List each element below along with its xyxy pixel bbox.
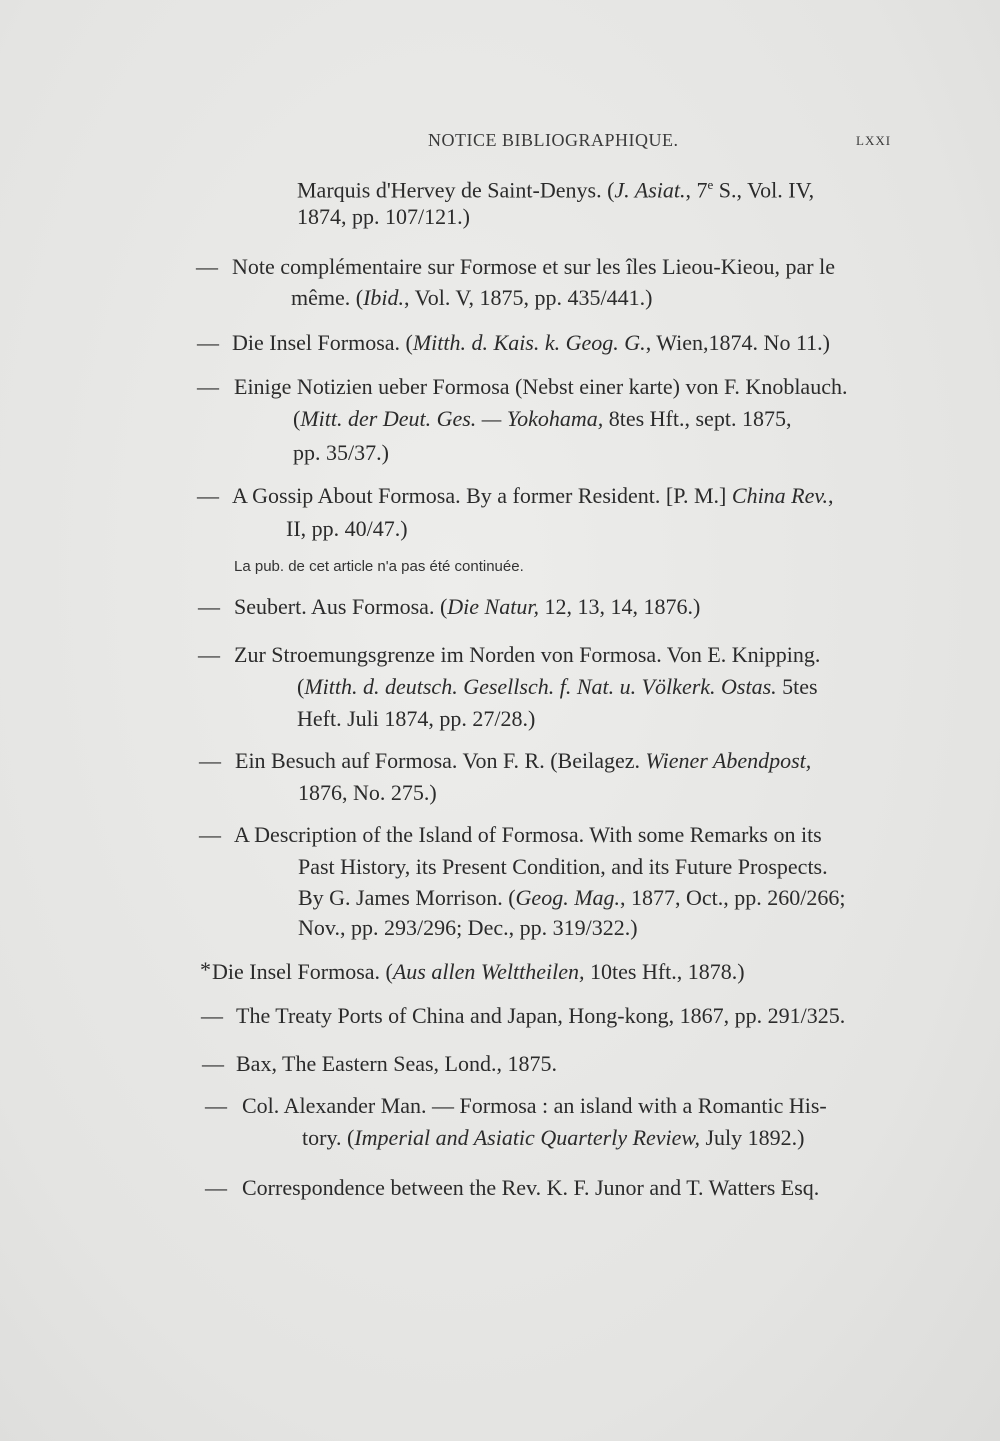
entry-line <box>293 406 791 432</box>
asterisk-marker: * <box>200 957 211 982</box>
entry-line <box>236 1051 557 1077</box>
journal-title: Geog. Mag. <box>515 885 621 910</box>
text-run: ( <box>293 406 301 431</box>
entry-dash: — <box>196 254 218 279</box>
entry-line <box>286 516 408 542</box>
journal-title: Die Natur, <box>447 594 539 619</box>
journal-title: Ibid. <box>363 285 405 310</box>
journal-title: Mitth. d. Kais. k. Geog. G. <box>412 330 646 355</box>
text-run: Die Insel Formosa. ( <box>212 959 393 984</box>
entry-dash: — <box>197 330 219 355</box>
text-run: pp. 35/37.) <box>293 440 389 465</box>
entry-note: La pub. de cet article n'a pas été continuée. <box>234 558 524 575</box>
text-run: By G. James Morrison. ( <box>298 885 516 910</box>
entry-dash: — <box>199 822 221 847</box>
text-run: S., Vol. IV, <box>713 177 815 203</box>
text-run: Marquis d'Hervey de Saint-Denys. ( <box>297 177 615 203</box>
text-run: Correspondence between the Rev. K. F. Junor and T. Watters Esq. <box>242 1175 820 1200</box>
entry-line <box>293 440 389 466</box>
entry-line <box>297 674 818 700</box>
text-run: Die Insel Formosa. ( <box>232 330 413 355</box>
text-run: Col. Alexander Man. — Formosa : an island with a Romantic His- <box>242 1093 827 1118</box>
entry-line <box>234 594 700 620</box>
text-run: Seubert. Aus Formosa. ( <box>234 594 448 619</box>
text-run: 5tes <box>776 674 818 699</box>
entry-dash: — <box>197 483 219 508</box>
entry-dash: — <box>199 748 221 773</box>
text-run: A Gossip About Formosa. By a former Resident. [P. M.] <box>232 483 732 508</box>
entry-dash: — <box>198 642 220 667</box>
text-run: Past History, its Present Condition, and its Future Prospects. <box>298 854 828 879</box>
journal-title: Mitth. d. deutsch. Gesellsch. f. Nat. u. Völkerk. Ostas. <box>304 674 777 699</box>
text-run: Note complémentaire sur Formose et sur les îles Lieou-Kieou, par le <box>232 254 835 279</box>
text-run: , <box>828 483 834 508</box>
entry-line <box>212 959 745 985</box>
entry-line <box>234 642 820 668</box>
text-run: 1874, pp. 107/121.) <box>297 204 470 229</box>
entry-dash: — <box>201 1003 223 1028</box>
entry-dash: — <box>205 1093 227 1118</box>
running-header-title: NOTICE BIBLIOGRAPHIQUE. <box>428 130 679 150</box>
text-run: , Wien,1874. No 11.) <box>645 330 830 355</box>
entry-line <box>297 172 814 203</box>
journal-title: China Rev. <box>731 483 829 508</box>
text-run: 8tes Hft., sept. 1875, <box>603 406 792 431</box>
journal-title: Aus allen Welttheilen, <box>392 959 585 984</box>
entry-line <box>234 822 822 848</box>
text-run: 10tes Hft., 1878.) <box>584 959 745 984</box>
text-run: , 1877, Oct., pp. 260/266; <box>620 885 846 910</box>
entry-line <box>298 780 437 806</box>
text-run: même. ( <box>291 285 364 310</box>
text-run: 12, 13, 14, 1876.) <box>538 594 701 619</box>
entry-dash: — <box>197 374 219 399</box>
journal-title: Wiener Abendpost, <box>645 748 812 773</box>
entry-line <box>236 1003 845 1029</box>
text-run: ( <box>297 674 305 699</box>
text-run: Bax, The Eastern Seas, Lond., 1875. <box>236 1051 557 1076</box>
text-run: A Description of the Island of Formosa. With some Remarks on its <box>234 822 822 847</box>
text-run: 1876, No. 275.) <box>298 780 437 805</box>
text-run: II, pp. 40/47.) <box>286 516 408 541</box>
entry-line <box>298 854 828 880</box>
entry-line <box>242 1175 819 1201</box>
entry-line <box>232 330 830 356</box>
entry-line <box>298 885 846 911</box>
text-run: Zur Stroemungsgrenze im Norden von Formosa. Von E. Knipping. <box>234 642 821 667</box>
entry-line <box>234 374 847 400</box>
entry-line <box>297 706 535 732</box>
entry-dash: — <box>205 1175 227 1200</box>
entry-line <box>291 285 652 311</box>
superscript: e <box>707 177 714 192</box>
entry-dash: — <box>202 1051 224 1076</box>
entry-line <box>242 1093 827 1119</box>
entry-line <box>232 254 835 280</box>
text-run: Nov., pp. 293/296; Dec., pp. 319/322.) <box>298 915 638 940</box>
text-run: The Treaty Ports of China and Japan, Hong-kong, 1867, pp. 291/325. <box>236 1003 846 1028</box>
entry-line <box>298 915 638 941</box>
entry-line <box>297 204 470 230</box>
text-run: , 7 <box>685 177 708 203</box>
journal-title: Imperial and Asiatic Quarterly Review, <box>354 1125 700 1150</box>
entry-line <box>235 748 811 774</box>
entry-line <box>232 483 834 509</box>
text-run: Einige Notizien ueber Formosa (Nebst einer karte) von F. Knoblauch. <box>234 374 848 399</box>
page-number: LXXI <box>856 133 892 148</box>
journal-title: Mitt. der Deut. Ges. — Yokohama, <box>300 406 604 431</box>
text-run: Heft. Juli 1874, pp. 27/28.) <box>297 706 536 731</box>
journal-title: J. Asiat. <box>614 177 686 203</box>
text-run: tory. ( <box>302 1125 355 1150</box>
text-run: July 1892.) <box>699 1125 805 1150</box>
text-run: , Vol. V, 1875, pp. 435/441.) <box>404 285 653 310</box>
entry-dash: — <box>198 594 220 619</box>
text-run: Ein Besuch auf Formosa. Von F. R. (Beilagez. <box>235 748 646 773</box>
entry-line <box>302 1125 804 1151</box>
